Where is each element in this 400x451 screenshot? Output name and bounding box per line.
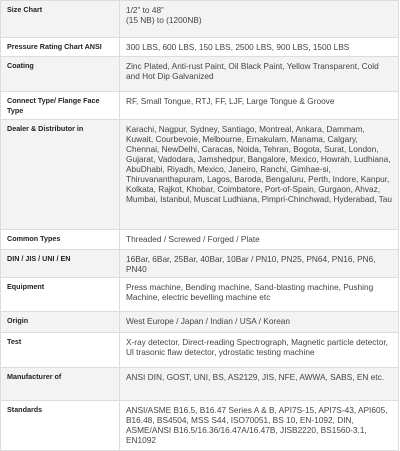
row-value-coating: Zinc Plated, Anti-rust Paint, Oil Black Paint, Yellow Transparent, Cold and Hot Dip Galvanized [120,57,399,92]
row-label-dealer: Dealer & Distributor in [1,120,120,230]
table-row [1,1,399,38]
row-label-test: Test [1,333,120,368]
table-row [1,250,399,278]
row-value-din: 16Bar, 6Bar, 25Bar, 40Bar, 10Bar / PN10, PN25, PN64, PN16, PN6, PN40 [120,250,399,278]
table-row [1,38,399,57]
row-label-equipment: Equipment [1,278,120,312]
table-row [1,278,399,312]
table-row [1,401,399,451]
table-row [1,312,399,333]
row-label-manufacturer: Manufacturer of [1,368,120,401]
row-label-pressure-rating: Pressure Rating Chart ANSI [1,38,120,57]
table-row [1,368,399,401]
table-row [1,120,399,230]
table-row [1,57,399,92]
row-value-dealer: Karachi, Nagpur, Sydney, Santiago, Montreal, Ankara, Dammam, Kuwait, Courbevoie, Melbourne, Ernakulam, Manama, Calgary, Chennai, NewDelhi, Caracas, Noida, Tehran, Bogota, Surat, London, Gujarat, Vadodara, Jamshedpur, Bangalore, Mexico, Howrah, Ludhiana, AbuDhabi, Riyadh, Mexico, Janeiro, Ranchi, Gimhae-si, Thiruvananthapuram, Lagos, Baroda, Bengaluru, Perth, Indore, Kanpur, Kolkata, Rajkot, Khobar, Coimbatore, Port-of-Spain, Gurgaon, Ahvaz, Mumbai, Istanbul, Muscat Ludhiana, Pimpri-Chinchwad, Hyderabad, Tau [120,120,399,230]
row-label-size-chart: Size Chart [1,1,120,38]
table-row [1,92,399,120]
row-value-connect-type: RF, Small Tongue, RTJ, FF, LJF, Large Tongue & Groove [120,92,399,120]
row-label-coating: Coating [1,57,120,92]
table-row [1,333,399,368]
row-label-din: DIN / JIS / UNI / EN [1,250,120,278]
row-value-manufacturer: ANSI DIN, GOST, UNI, BS, AS2129, JIS, NFE, AWWA, SABS, EN etc. [120,368,399,401]
row-value-equipment: Press machine, Bending machine, Sand-blasting machine, Pushing Machine, electric bevelling machine etc [120,278,399,312]
row-value-origin: West Europe / Japan / Indian / USA / Korean [120,312,399,333]
row-value-standards: ANSI/ASME B16.5, B16.47 Series A & B, API7S-15, API7S-43, API605, B16.48, BS4504, MSS S44, ISO70051, BS 10, EN-1092, DIN, ASME/ANSI B16.5/16.36/16.47A/16.47B, JISB2220, BS1560-3.1, EN1092 [120,401,399,451]
row-label-common-types: Common Types [1,230,120,250]
row-value-common-types: Threaded / Screwed / Forged / Plate [120,230,399,250]
row-value-test: X-ray detector, Direct-reading Spectrograph, Magnetic particle detector, Ul trasonic flaw detector, ydrostatic testing machine [120,333,399,368]
row-label-standards: Standards [1,401,120,451]
row-label-origin: Origin [1,312,120,333]
row-label-connect-type: Connect Type/ Flange Face Type [1,92,120,120]
row-value-size-chart: 1/2” to 48” (15 NB) to (1200NB) [120,1,399,38]
row-value-pressure-rating: 300 LBS, 600 LBS, 150 LBS, 2500 LBS, 900 LBS, 1500 LBS [120,38,399,57]
table-row [1,230,399,250]
